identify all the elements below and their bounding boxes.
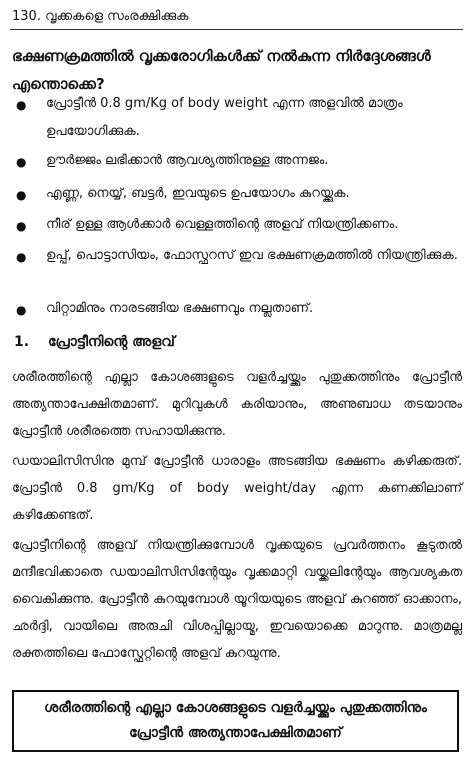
bullet-item: ഊർജ്ജം ലഭിക്കാൻ ആവശ്യത്തിനുള്ള അന്നജം. — [46, 153, 329, 168]
bullet-dot: ● — [16, 303, 27, 317]
callout-text: ശരീരത്തിന്റെ എല്ലാ കോശങ്ങളുടെ വളർച്ചയ്ക്കും പുതുക്കത്തിനും പ്രോട്ടീൻ അത്യന്താപേക്ഷിതമാണ് — [44, 700, 427, 741]
main-heading: ഭക്ഷണക്രമത്തിൽ വൃക്കരോഗികൾക്ക് നൽകുന്ന നിർദ്ദേശങ്ങൾ എന്തൊക്കെ? — [12, 47, 431, 93]
bullet-dot: ● — [16, 219, 27, 233]
bullet-item: പ്രോട്ടീൻ 0.8 gm/Kg of body weight എന്ന അളവിൽ മാത്രം ഉപയോഗിക്കുക. — [46, 96, 403, 139]
callout-box — [12, 690, 459, 752]
bullet-item: എണ്ണ, നെയ്യ്, ബട്ടർ, ഇവയുടെ ഉപയോഗം കുറയ്ക്കുക. — [46, 186, 350, 201]
bullet-dot: ● — [16, 155, 27, 169]
bullet-dot: ● — [16, 188, 27, 202]
header-rule — [10, 29, 463, 30]
bullet-dot: ● — [16, 250, 27, 264]
section-title: പ്രോട്ടീനിന്റെ അളവ് — [48, 334, 175, 350]
bullet-item: വിറ്റാമിനും നാരടങ്ങിയ ഭക്ഷണവും നല്ലതാണ്. — [46, 301, 314, 316]
paragraph: പ്രോട്ടീനിന്റെ അളവ് നിയന്ത്രിക്കുമ്പോൾ വൃക്കയുടെ പ്രവർത്തനം കൂടുതൽ മന്ദീഭവിക്കാതെ ഡയാലിസിസിന്റേയും വൃക്കമാറ്റി വയ്ക്കലിന്റേയും ആവശ്യകത വൈകിക്കുന്നു. പ്രോട്ടീൻ കുറയുമ്പോൾ യൂറിയയുടെ അളവ് കുറഞ്ഞ് ഓക്കാനം, ഛർദ്ദി, വായിലെ അരുചി വിശപ്പില്ലായ്മ, ഇവയൊക്കെ മാറുന്നു. മാത്രമല്ല രക്തത്തിലെ ഫോസ്ഫേറ്റിന്റെ അളവ് കുറയുന്നു. — [12, 538, 462, 661]
bullet-item: നീര് ഉള്ള ആൾക്കാർ വെള്ളത്തിന്റെ അളവ് നിയന്ത്രിക്കണം. — [46, 217, 399, 232]
bullet-item: ഉപ്പ്, പൊട്ടാസിയം, ഫോസ്ഫറസ് ഇവ ഭക്ഷണക്രമത്തിൽ നിയന്ത്രിക്കുക. — [46, 248, 458, 263]
running-head: 130. വൃക്കകളെ സംരക്ഷിക്കുക — [12, 9, 189, 24]
section-number: 1. — [14, 334, 30, 350]
paragraph: ഡയാലിസിസിനു മുമ്പ് പ്രോട്ടീൻ ധാരാളം അടങ്ങിയ ഭക്ഷണം കഴിക്കരുത്. പ്രോട്ടീൻ 0.8 gm/Kg of body weight/day എന്ന കണക്കിലാണ് കഴിക്കേണ്ടത്. — [12, 454, 462, 523]
paragraph: ശരീരത്തിന്റെ എല്ലാ കോശങ്ങളുടെ വളർച്ചയ്ക്കും പുതുക്കത്തിനും പ്രോട്ടീൻ അത്യന്താപേക്ഷിതമാണ്. മുറിവുകൾ കരിയാനും, അണുബാധ തടയാനും പ്രോട്ടീൻ ശരീരത്തെ സഹായിക്കുന്നു. — [12, 370, 462, 439]
bullet-dot: ● — [16, 98, 27, 112]
